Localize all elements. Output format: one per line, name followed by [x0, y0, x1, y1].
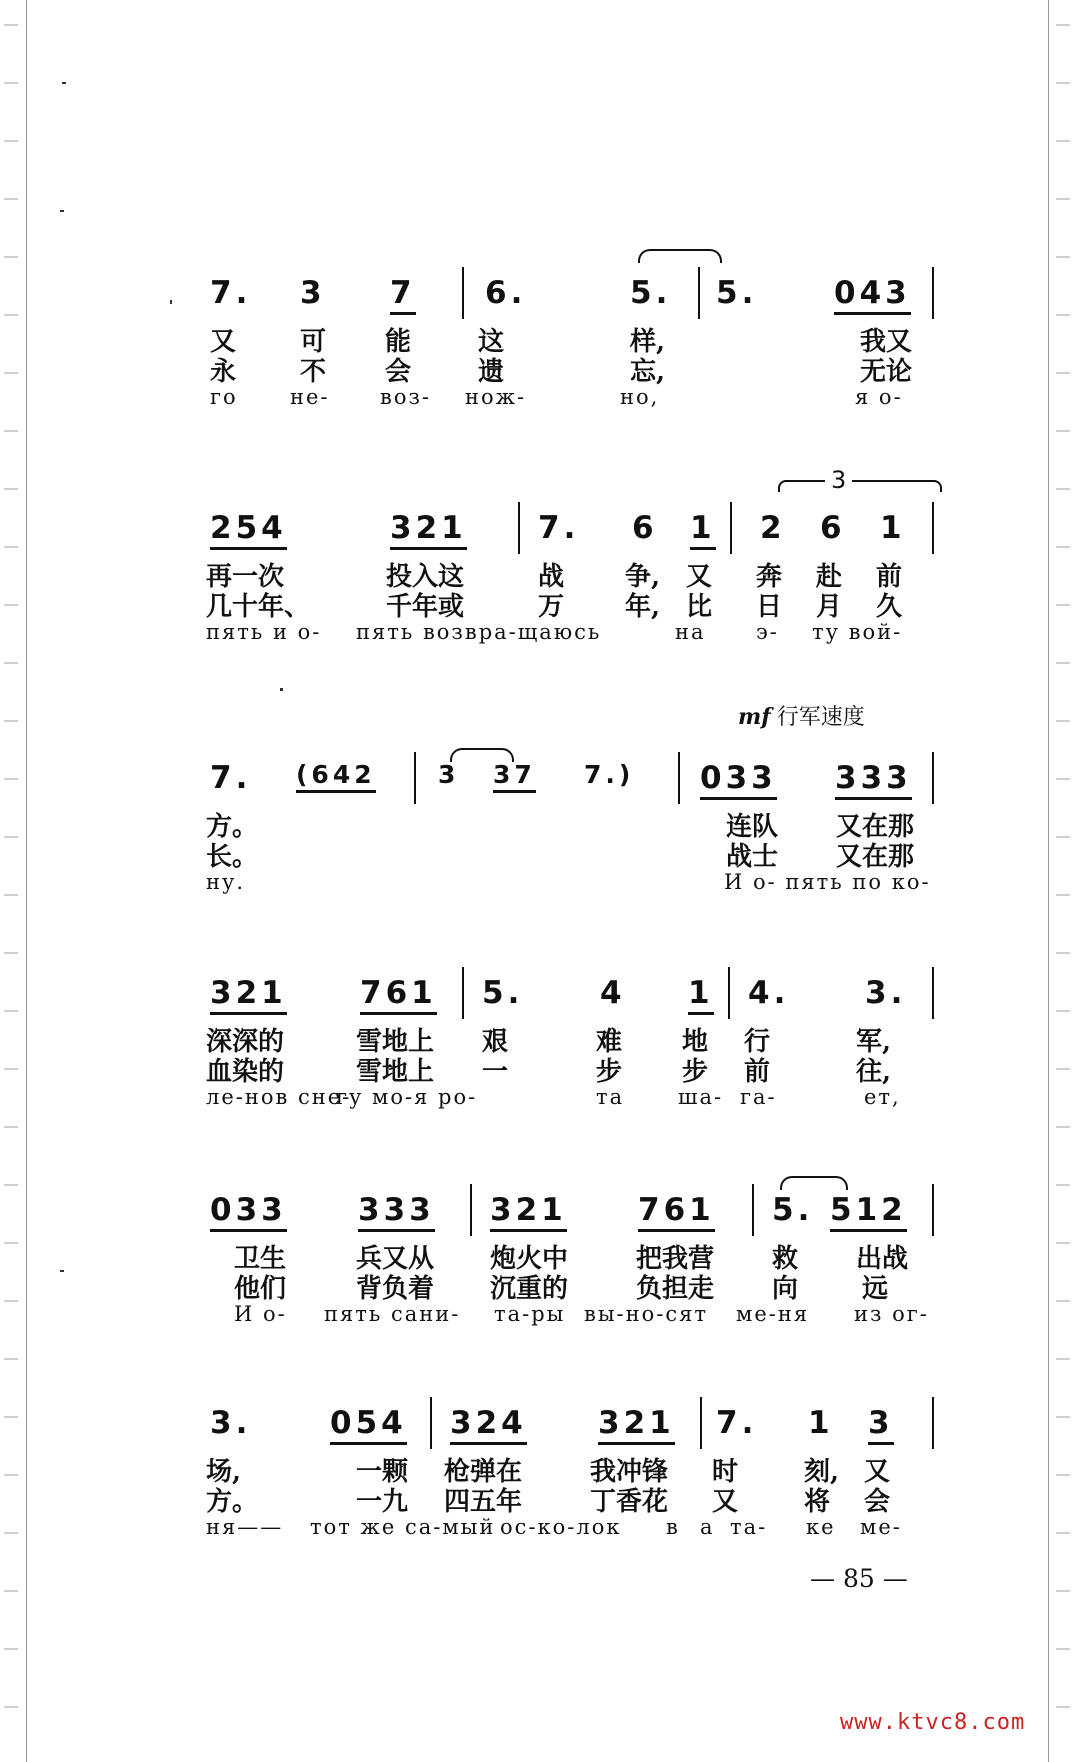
- lyric-word: 投入这: [386, 562, 465, 592]
- note: 5.: [716, 275, 758, 311]
- right-watermark-strip: [1056, 0, 1070, 1762]
- lyric-word: 艰: [482, 1027, 509, 1057]
- tempo-text: 行军速度: [776, 705, 865, 730]
- note: 5.: [772, 1192, 814, 1228]
- lyric-word: 兵又从: [356, 1244, 435, 1274]
- lyric-word: ме-ня: [736, 1302, 810, 1326]
- lyric-word: 步: [682, 1057, 709, 1087]
- lyric-word: ле-нов сне-: [206, 1085, 352, 1109]
- note: 321: [490, 1192, 567, 1232]
- lyric-word: вы-но-сят: [584, 1302, 708, 1326]
- lyric-word: 又: [712, 1487, 739, 1517]
- left-watermark-strip: [4, 0, 18, 1762]
- bar-line: [752, 1184, 754, 1236]
- lyric-word: а: [700, 1515, 715, 1539]
- lyric-word: 会: [864, 1487, 891, 1517]
- lyric-word: 难: [596, 1027, 623, 1057]
- lyric-word: ня——: [206, 1515, 284, 1539]
- bar-line: [730, 502, 732, 554]
- lyric-word: 会: [385, 357, 412, 387]
- lyric-word: 再一次: [206, 562, 285, 592]
- bar-line: [678, 752, 680, 804]
- lyric-word: ша-: [678, 1085, 724, 1109]
- page-number: — 85 —: [810, 1564, 908, 1593]
- lyric-word: 比: [686, 592, 713, 622]
- note: 4: [600, 975, 626, 1011]
- bar-line: [518, 502, 520, 554]
- lyric-word: 赴: [816, 562, 843, 592]
- lyric-word: ту вой-: [812, 620, 903, 644]
- dynamic-marking: mf: [738, 704, 771, 730]
- lyric-word: ет,: [864, 1085, 901, 1109]
- lyric-word: та-ры: [494, 1302, 566, 1326]
- lyric-word: 沉重的: [490, 1274, 569, 1304]
- lyrics-verse-2: [200, 1481, 940, 1515]
- lyric-word: га-: [740, 1085, 777, 1109]
- note: 1: [880, 510, 906, 546]
- note: 1: [688, 975, 714, 1015]
- note: 3: [438, 760, 460, 789]
- note: 7: [390, 275, 416, 315]
- lyric-word: 炮火中: [490, 1244, 569, 1274]
- lyric-word: 久: [876, 592, 903, 622]
- lyric-word: 我又: [860, 327, 913, 357]
- lyric-word: 血染的: [206, 1057, 285, 1087]
- lyric-word: 一颗: [356, 1457, 409, 1487]
- lyric-word: 向: [772, 1274, 799, 1304]
- lyric-word: 负担走: [636, 1274, 715, 1304]
- tie-arc: [780, 1176, 848, 1190]
- lyric-word: 往,: [856, 1057, 892, 1087]
- lyric-word: нож-: [465, 385, 527, 409]
- scan-speck: [170, 300, 172, 304]
- bar-line: [462, 267, 464, 319]
- bar-line: [932, 967, 934, 1019]
- note: 4.: [748, 975, 790, 1011]
- bar-line: [932, 1184, 934, 1236]
- lyrics-verse-1: [200, 556, 940, 590]
- lyric-word: 枪弹在: [444, 1457, 523, 1487]
- lyric-word: тот же са-мый: [310, 1515, 496, 1539]
- lyric-word: 方。: [206, 1487, 259, 1517]
- note: (642: [296, 760, 376, 793]
- scan-speck: [60, 1270, 64, 1272]
- lyrics-verse-2: [200, 586, 940, 620]
- note: 254: [210, 510, 287, 550]
- lyric-word: 深深的: [206, 1027, 285, 1057]
- lyric-word: 奔: [756, 562, 783, 592]
- note: 333: [358, 1192, 435, 1232]
- lyric-word: го: [210, 385, 238, 409]
- note: 6.: [485, 275, 527, 311]
- lyric-word: 行: [744, 1027, 771, 1057]
- tie-arc: [638, 249, 722, 263]
- lyric-word: 又在那: [836, 842, 915, 872]
- note: 033: [700, 760, 777, 800]
- lyric-word: 年,: [625, 592, 661, 622]
- note: 6: [820, 510, 846, 546]
- note: 761: [638, 1192, 715, 1232]
- lyric-word: воз-: [380, 385, 432, 409]
- lyrics-russian: [200, 870, 940, 904]
- left-page-border: [26, 0, 27, 1762]
- lyric-word: 出战: [856, 1244, 909, 1274]
- lyrics-verse-2: [200, 1051, 940, 1085]
- notes-row: [200, 275, 940, 319]
- lyric-word: 一: [482, 1057, 509, 1087]
- lyric-word: 方。: [206, 812, 259, 842]
- lyrics-russian: [200, 1515, 940, 1549]
- lyric-word: э-: [756, 620, 779, 644]
- site-watermark: www.ktvc8.com: [840, 1710, 1026, 1735]
- lyric-word: 战士: [726, 842, 779, 872]
- lyric-word: 他们: [234, 1274, 287, 1304]
- lyric-word: 军,: [856, 1027, 892, 1057]
- note: 7.: [716, 1405, 758, 1441]
- lyric-word: 将: [804, 1487, 831, 1517]
- lyric-word: 又: [210, 327, 237, 357]
- lyric-word: 把我营: [636, 1244, 715, 1274]
- lyric-word: ну.: [206, 870, 246, 894]
- lyric-word: 步: [596, 1057, 623, 1087]
- lyric-word: та-: [730, 1515, 768, 1539]
- lyric-word: 不: [300, 357, 327, 387]
- lyric-word: я о-: [855, 385, 903, 409]
- note: 321: [390, 510, 467, 550]
- lyric-word: 卫生: [234, 1244, 287, 1274]
- bar-line: [698, 267, 700, 319]
- lyric-word: ос-ко-лок: [500, 1515, 622, 1539]
- lyric-word: 远: [862, 1274, 889, 1304]
- note: 321: [210, 975, 287, 1015]
- lyric-word: 连队: [726, 812, 779, 842]
- right-page-border: [1048, 0, 1049, 1762]
- lyrics-russian: [200, 620, 940, 654]
- lyric-word: 又: [864, 1457, 891, 1487]
- lyric-word: 雪地上: [356, 1027, 435, 1057]
- bar-line: [932, 1397, 934, 1449]
- lyric-word: 又在那: [836, 812, 915, 842]
- lyric-word: 几十年、: [206, 592, 311, 622]
- lyric-word: 永: [210, 357, 237, 387]
- bar-line: [430, 1397, 432, 1449]
- lyric-word: 日: [756, 592, 783, 622]
- lyrics-russian: [200, 1302, 940, 1336]
- note: 37: [493, 760, 536, 793]
- note: 3.: [865, 975, 907, 1011]
- lyric-word: 能: [385, 327, 412, 357]
- scan-speck: [62, 82, 66, 84]
- lyrics-verse-1: [200, 1238, 940, 1272]
- lyric-word: 刻,: [804, 1457, 840, 1487]
- lyric-word: в: [666, 1515, 680, 1539]
- note: 333: [835, 760, 912, 800]
- lyric-word: 遗: [478, 357, 505, 387]
- note: 7.: [210, 275, 252, 311]
- lyric-word: 时: [712, 1457, 739, 1487]
- note: 2: [760, 510, 786, 546]
- notes-row: [200, 466, 940, 554]
- bar-line: [700, 1397, 702, 1449]
- lyric-word: пять сани-: [324, 1302, 461, 1326]
- note: 054: [330, 1405, 407, 1445]
- lyrics-verse-2: [200, 351, 940, 385]
- lyric-word: не-: [290, 385, 330, 409]
- lyric-word: 场,: [206, 1457, 242, 1487]
- lyric-word: из ог-: [854, 1302, 929, 1326]
- lyric-word: 长。: [206, 842, 259, 872]
- note: 321: [598, 1405, 675, 1445]
- lyric-word: ме-: [860, 1515, 902, 1539]
- lyric-word: 样,: [630, 327, 666, 357]
- lyric-word: 一九: [356, 1487, 409, 1517]
- bar-line: [932, 752, 934, 804]
- lyric-word: И о- пять по ко-: [724, 870, 931, 894]
- lyric-word: пять возвра-щаюсь: [356, 620, 602, 644]
- bar-line: [470, 1184, 472, 1236]
- note: 1: [690, 510, 716, 550]
- notes-row: [200, 1405, 940, 1449]
- note: 324: [450, 1405, 527, 1445]
- lyric-word: 万: [538, 592, 565, 622]
- notes-row: [200, 1192, 940, 1236]
- note: 7.): [584, 760, 635, 789]
- notes-row: [200, 975, 940, 1019]
- lyrics-verse-1: [200, 1021, 940, 1055]
- lyric-word: 雪地上: [356, 1057, 435, 1087]
- lyric-word: пять и о-: [206, 620, 322, 644]
- triplet-bracket: [778, 480, 942, 492]
- lyric-word: 前: [744, 1057, 771, 1087]
- lyric-word: 四五年: [444, 1487, 523, 1517]
- lyric-word: 这: [478, 327, 505, 357]
- lyric-word: 千年或: [386, 592, 465, 622]
- triplet-label: 3: [825, 466, 852, 494]
- lyric-word: 可: [300, 327, 327, 357]
- lyric-word: 无论: [860, 357, 913, 387]
- lyric-word: 战: [538, 562, 565, 592]
- lyric-word: гу мо-я ро-: [336, 1085, 478, 1109]
- lyrics-verse-2: [200, 836, 940, 870]
- lyrics-russian: [200, 1085, 940, 1119]
- lyric-word: 前: [876, 562, 903, 592]
- lyrics-verse-1: [200, 321, 940, 355]
- note: 7.: [210, 760, 252, 796]
- lyric-word: 争,: [625, 562, 661, 592]
- lyric-word: 月: [816, 592, 843, 622]
- lyric-word: 又: [686, 562, 713, 592]
- notes-row: [200, 760, 940, 804]
- bar-line: [414, 752, 416, 804]
- note: 7.: [538, 510, 580, 546]
- lyric-word: на: [675, 620, 706, 644]
- bar-line: [932, 267, 934, 319]
- note: 1: [808, 1405, 834, 1441]
- note: 761: [360, 975, 437, 1015]
- lyric-word: 丁香花: [590, 1487, 669, 1517]
- lyrics-russian: [200, 385, 940, 419]
- note: 6: [632, 510, 658, 546]
- lyric-word: 地: [682, 1027, 709, 1057]
- lyric-word: ке: [806, 1515, 836, 1539]
- scan-speck: [280, 688, 283, 691]
- note: 3: [300, 275, 326, 311]
- note: 043: [834, 275, 911, 315]
- bar-line: [728, 967, 730, 1019]
- note: 5.: [630, 275, 672, 311]
- lyrics-verse-2: [200, 1268, 940, 1302]
- note: 033: [210, 1192, 287, 1232]
- note: 512: [830, 1192, 907, 1232]
- lyric-word: 背负着: [356, 1274, 435, 1304]
- lyrics-verse-1: [200, 1451, 940, 1485]
- note: 5.: [482, 975, 524, 1011]
- lyric-word: 救: [772, 1244, 799, 1274]
- lyric-word: 忘,: [630, 357, 666, 387]
- lyric-word: но,: [620, 385, 660, 409]
- tempo-marking: [738, 700, 865, 731]
- note: 3.: [210, 1405, 252, 1441]
- bar-line: [462, 967, 464, 1019]
- lyric-word: И о-: [234, 1302, 287, 1326]
- bar-line: [932, 502, 934, 554]
- lyrics-verse-1: [200, 806, 940, 840]
- scan-speck: [60, 210, 64, 212]
- lyric-word: 我冲锋: [590, 1457, 669, 1487]
- lyric-word: та: [596, 1085, 625, 1109]
- note: 3: [868, 1405, 894, 1445]
